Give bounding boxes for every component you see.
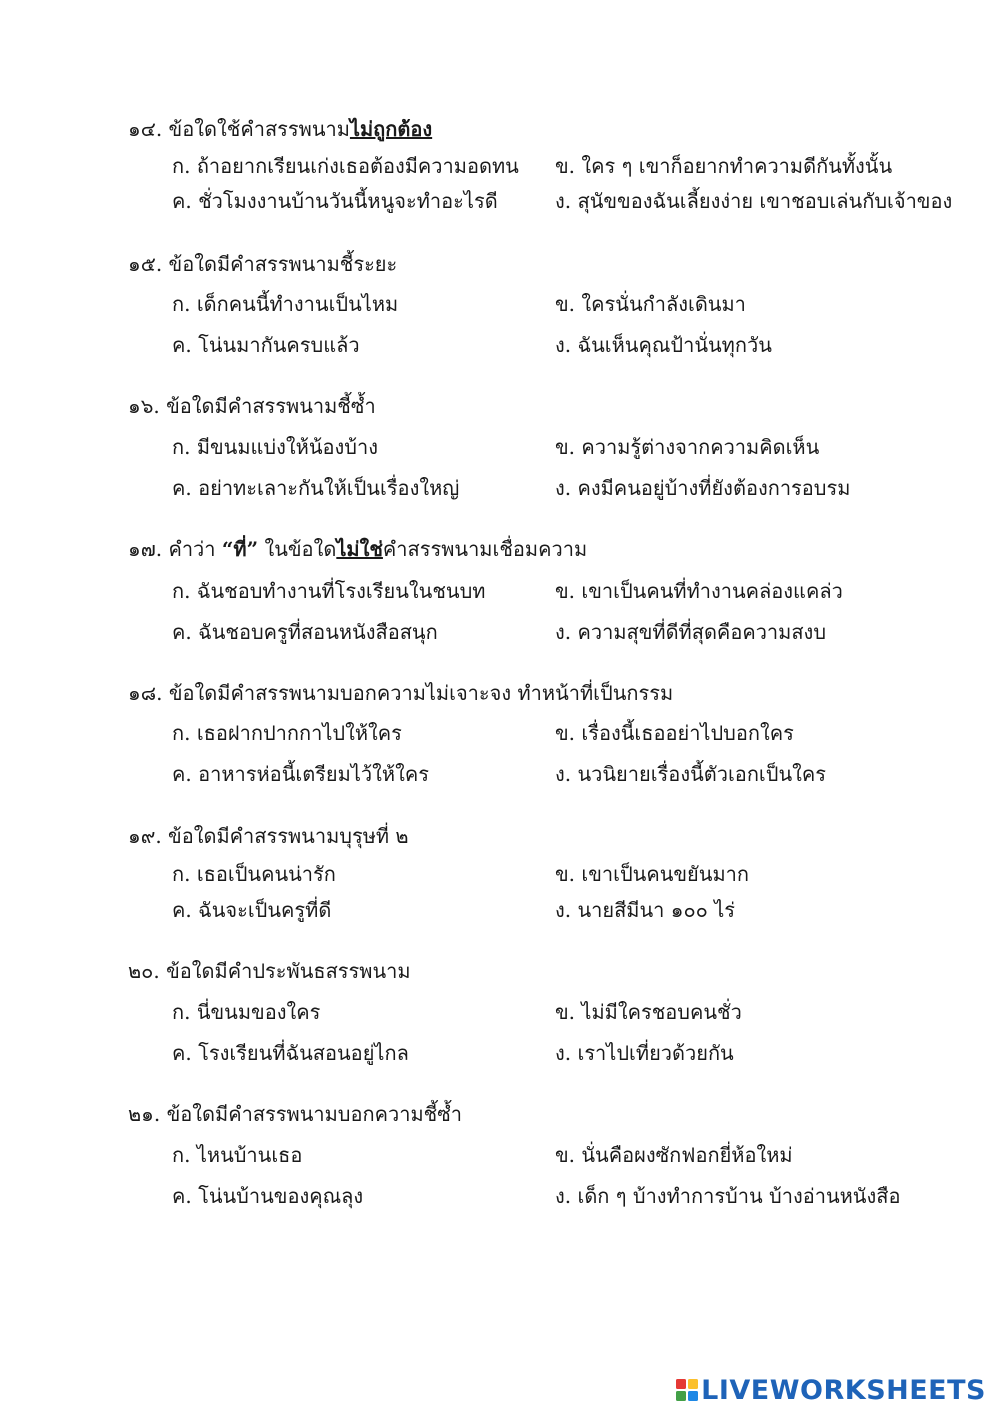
question-17-stem — [128, 536, 587, 562]
question-17-option-b: ข. เขาเป็นคนที่ทำงานคล่องแคล่ว — [555, 579, 843, 603]
question-text: ข้อใดมีคำสรรพนามบอกความไม่เจาะจง ทำหน้าที่เป็นกรรม — [162, 681, 674, 705]
liveworksheets-brand[interactable] — [676, 1374, 986, 1406]
question-17-option-d: ง. ความสุขที่ดีที่สุดคือความสงบ — [555, 620, 827, 644]
question-14-option-d: ง. สุนัขของฉันเลี้ยงง่าย เขาชอบเล่นกับเจ้าของ — [555, 189, 953, 213]
question-16-option-c: ค. อย่าทะเลาะกันให้เป็นเรื่องใหญ่ — [172, 476, 460, 500]
question-18-option-b: ข. เรื่องนี้เธออย่าไปบอกใคร — [555, 721, 794, 745]
liveworksheets-wordmark: LIVEWORKSHEETS — [701, 1374, 986, 1406]
liveworksheets-logo-icon — [676, 1379, 698, 1401]
question-15-option-d: ง. ฉันเห็นคุณป้านั่นทุกวัน — [555, 333, 772, 357]
question-14-stem — [128, 116, 432, 142]
question-emphasis: ไม่ถูกต้อง — [349, 117, 433, 141]
question-18-stem — [128, 680, 673, 706]
question-15-stem — [128, 251, 397, 277]
question-20-option-b: ข. ไม่มีใครชอบคนชั่ว — [555, 1000, 742, 1024]
question-text: ข้อใดมีคำสรรพนามชี้ซ้ำ — [159, 394, 376, 418]
question-21-option-d: ง. เด็ก ๆ บ้างทำการบ้าน บ้างอ่านหนังสือ — [555, 1184, 901, 1208]
question-18-option-a: ก. เธอฝากปากกาไปให้ใคร — [172, 721, 402, 745]
question-15-option-a: ก. เด็กคนนี้ทำงานเป็นไหม — [172, 292, 399, 316]
question-text: ข้อใดใช้คำสรรพนาม — [162, 117, 350, 141]
question-21-option-a: ก. ไหนบ้านเธอ — [172, 1143, 303, 1167]
question-16-option-d: ง. คงมีคนอยู่บ้างที่ยังต้องการอบรม — [555, 476, 851, 500]
question-21-option-b: ข. นั่นคือผงซักฟอกยี่ห้อใหม่ — [555, 1143, 793, 1167]
question-15-option-c: ค. โน่นมากันครบแล้ว — [172, 333, 360, 357]
question-19-option-c: ค. ฉันจะเป็นครูที่ดี — [172, 898, 332, 922]
question-18-option-c: ค. อาหารห่อนี้เตรียมไว้ให้ใคร — [172, 762, 429, 786]
question-number: ๑๗. — [128, 537, 163, 561]
question-number: ๑๙. — [128, 824, 162, 848]
question-14-option-c: ค. ชั่วโมงงานบ้านวันนี้หนูจะทำอะไรดี — [172, 189, 498, 213]
question-text-mid: ในข้อใด — [258, 537, 337, 561]
question-20-option-d: ง. เราไปเที่ยวด้วยกัน — [555, 1041, 734, 1065]
question-16-stem — [128, 393, 376, 419]
question-keyword: “ที่” — [221, 537, 259, 561]
question-number: ๑๖. — [128, 394, 160, 418]
question-19-stem — [128, 823, 409, 849]
question-20-option-a: ก. นี่ขนมของใคร — [172, 1000, 321, 1024]
question-text: ข้อใดมีคำสรรพนามชี้ระยะ — [162, 252, 398, 276]
question-21-stem — [128, 1101, 462, 1127]
question-17-option-c: ค. ฉันชอบครูที่สอนหนังสือสนุก — [172, 620, 438, 644]
question-19-option-d: ง. นายสีมีนา ๑๐๐ ไร่ — [555, 898, 736, 922]
question-number: ๒๑. — [128, 1102, 161, 1126]
question-number: ๑๘. — [128, 681, 163, 705]
question-14-option-a: ก. ถ้าอยากเรียนเก่งเธอต้องมีความอดทน — [172, 154, 519, 178]
question-19-option-a: ก. เธอเป็นคนน่ารัก — [172, 862, 336, 886]
question-text-post: คำสรรพนามเชื่อมความ — [382, 537, 588, 561]
question-text: คำว่า — [162, 537, 222, 561]
question-emphasis: ไม่ใช่ — [336, 537, 383, 561]
question-number: ๒๐. — [128, 959, 160, 983]
question-20-stem — [128, 958, 411, 984]
question-17-option-a: ก. ฉันชอบทำงานที่โรงเรียนในชนบท — [172, 579, 486, 603]
question-16-option-b: ข. ความรู้ต่างจากความคิดเห็น — [555, 435, 820, 459]
question-number: ๑๕. — [128, 252, 163, 276]
question-text: ข้อใดมีคำสรรพนามบุรุษที่ ๒ — [161, 824, 409, 848]
question-text: ข้อใดมีคำประพันธสรรพนาม — [159, 959, 411, 983]
question-20-option-c: ค. โรงเรียนที่ฉันสอนอยู่ไกล — [172, 1041, 409, 1065]
question-text: ข้อใดมีคำสรรพนามบอกความชี้ซ้ำ — [160, 1102, 463, 1126]
question-number: ๑๔. — [128, 117, 163, 141]
question-16-option-a: ก. มีขนมแบ่งให้น้องบ้าง — [172, 435, 378, 459]
question-15-option-b: ข. ใครนั่นกำลังเดินมา — [555, 292, 746, 316]
question-19-option-b: ข. เขาเป็นคนขยันมาก — [555, 862, 749, 886]
question-18-option-d: ง. นวนิยายเรื่องนี้ตัวเอกเป็นใคร — [555, 762, 827, 786]
question-21-option-c: ค. โน่นบ้านของคุณลุง — [172, 1184, 364, 1208]
question-14-option-b: ข. ใคร ๆ เขาก็อยากทำความดีกันทั้งนั้น — [555, 154, 893, 178]
